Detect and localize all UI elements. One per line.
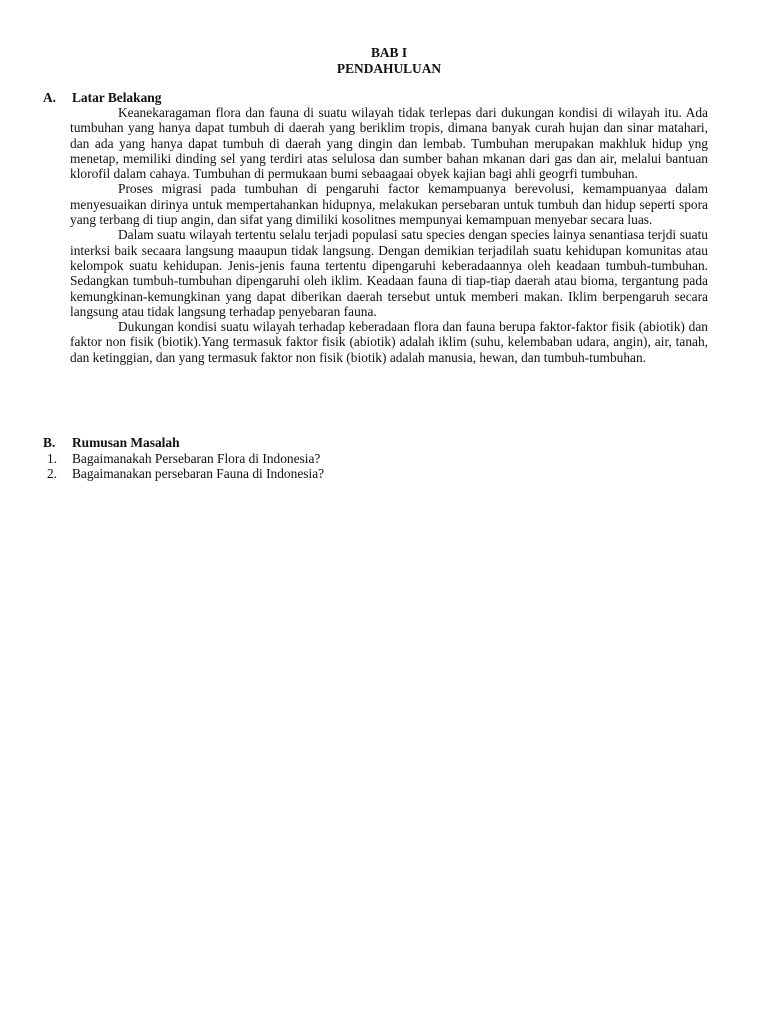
section-a-heading [43, 90, 161, 106]
paragraph: Proses migrasi pada tumbuhan di pengaruhi factor kemampuanya berevolusi, kemampuanyaa dalam menyesuaikan dirinya untuk mempertahankan hidupnya, melakukan persebaran untuk tumbuh dan hidup seperti spora yang terbang di tiup angin, dan sifat yang dimiliki kosolitnes mempunyai kemampuan menyebar secara luas. [70, 181, 708, 228]
section-a-letter: A. [43, 90, 57, 105]
paragraph: Dukungan kondisi suatu wilayah terhadap keberadaan flora dan fauna berupa faktor-faktor fisik (abiotik) dan faktor non fisik (biotik).Yang termasuk faktor fisik (abiotik) adalah iklim (suhu, kelembaban udara, angin), air, tanah, dan ketinggian, dan yang termasuk faktor non fisik (biotik) adalah manusia, hewan, dan tumbuh-tumbuhan. [70, 319, 708, 365]
section-b-heading [43, 435, 180, 451]
chapter-title: PENDAHULUAN [336, 61, 442, 76]
chapter-number: BAB I [370, 45, 408, 60]
list-item-text: Bagaimanakah Persebaran Flora di Indonesia? [72, 451, 321, 466]
list-item-number: 1. [47, 451, 58, 466]
paragraph: Dalam suatu wilayah tertentu selalu terjadi populasi satu species dengan species lainya senantiasa terjdi suatu interksi baik secaara langsung maaupun tidak langsung. Dengan demikian terjadilah suatu kehidupan komunitas atau kelompok suatu kehidupan. Jenis-jenis fauna tertentu dipengaruhi keberadaannya oleh keadaan tumbuh-tumbuhan. Sedangkan tumbuh-tumbuhan dipengaruhi oleh iklim. Keadaan fauna di tiap-tiap daerah atau bioma, tergantung pada kemungkinan-kemungkinan yang dapat diberikan daerah tersebut untuk memberi makan. Iklim berpengaruh secara langsung atau tidak langsung terhadap penyebaran fauna. [70, 227, 708, 319]
list-item [43, 466, 324, 481]
list-item [43, 451, 324, 466]
chapter-heading [0, 45, 768, 77]
paragraph: Keanekaragaman flora dan fauna di suatu wilayah tidak terlepas dari dukungan kondisi di wilayah itu. Ada tumbuhan yang hanya dapat tumbuh di daerah yang beriklim tropis, dimana banyak curah hujan dan sinar matahari, dan ada yang hanya dapat tumbuh di daerah yang dingin dan lembab. Tumbuhan merupakan makhluk hidup yng menetap, memiliki dinding sel yang terdiri atas selulosa dan sumber bahan mkanan dari gas dan air, melalui bantuan klorofil dalam cahaya. Tumbuhan di permukaan bumi sebaagaai obyek kajian bagi ahli geogrfi tumbuhan. [70, 105, 708, 182]
list-item-number: 2. [47, 466, 58, 482]
section-a-title: Latar Belakang [72, 90, 162, 105]
section-b-letter: B. [43, 435, 56, 450]
problem-list [43, 451, 324, 482]
list-item-text: Bagaimanakan persebaran Fauna di Indonesia? [72, 466, 325, 482]
section-b-title: Rumusan Masalah [72, 435, 180, 450]
section-a-body [70, 105, 708, 365]
